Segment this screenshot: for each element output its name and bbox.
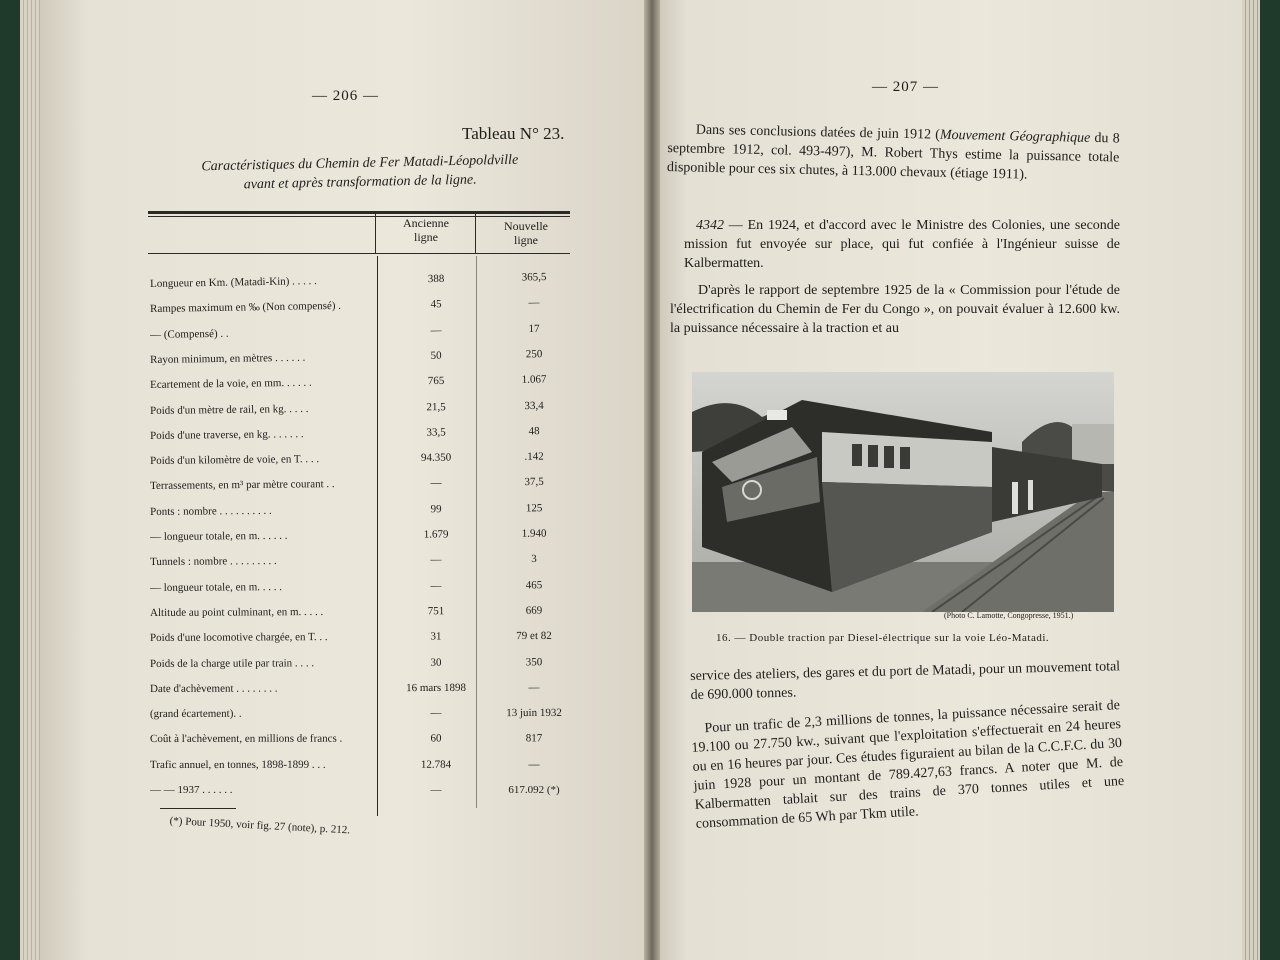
table-cell-new: 1.940 xyxy=(521,527,547,540)
table-cell-old: 31 xyxy=(430,630,442,643)
table-cell-old: 99 xyxy=(430,502,442,515)
table-divider-head-2 xyxy=(475,212,476,254)
table-cell-new: 125 xyxy=(525,501,543,515)
table-cell-old: — xyxy=(430,579,442,592)
table-cell-new: 250 xyxy=(525,348,543,361)
table-cell-new: 817 xyxy=(525,732,543,745)
photo-credit: (Photo C. Lamotte, Congopresse, 1951.) xyxy=(944,611,1074,620)
table-cell-new: — xyxy=(528,681,540,694)
table-row-label: — (Compensé) . . xyxy=(150,327,229,341)
table-row-label: Ecartement de la voie, en mm. . . . . . xyxy=(150,376,312,392)
table-row-label: Altitude au point culminant, en m. . . . . xyxy=(150,605,324,619)
table-cell-old: 765 xyxy=(427,375,445,388)
paragraph-4: service des ateliers, des gares et du port de Matadi, pour un mouvement total de 690.000 tonnes. xyxy=(690,659,1121,703)
table-cell-new: 17 xyxy=(528,322,540,335)
page-number-left: — 206 — xyxy=(312,88,379,104)
table-cell-new: — xyxy=(528,758,540,771)
table-cell-new: 48 xyxy=(528,425,540,438)
table-row-label: Rayon minimum, en mètres . . . . . . xyxy=(150,351,306,366)
table-cell-new: 33,4 xyxy=(524,399,544,412)
column-header-new-line1: Nouvelle xyxy=(504,219,548,233)
table-header-rule xyxy=(148,253,570,254)
table-row-label: Terrassements, en m³ par mètre courant . . xyxy=(150,478,335,493)
table-row xyxy=(150,733,570,750)
table-row xyxy=(150,758,570,774)
table-row xyxy=(150,630,570,648)
paragraph-1-end: du 8 septembre 1912, col. 493-497), M. Robert Thys estime la puissance totale disponible pour ces six chutes, à 113.000 chevaux (étiage 1911). xyxy=(666,130,1120,183)
table-cell-new: 79 et 82 xyxy=(516,630,552,643)
table-row-label: — longueur totale, en m. . . . . xyxy=(150,580,283,594)
table-cell-old: 30 xyxy=(430,656,442,669)
table-row-label: — longueur totale, en m. . . . . . xyxy=(150,529,288,543)
table-cell-new: .142 xyxy=(524,450,544,463)
table-divider-head-1 xyxy=(375,212,376,254)
table-cell-old: 21,5 xyxy=(426,400,446,413)
table-title-line2: avant et après transformation de la ligne. xyxy=(243,172,477,193)
train-photograph xyxy=(692,372,1114,612)
table-cell-old: 751 xyxy=(427,605,445,618)
table-row xyxy=(150,681,570,698)
table-label: Tableau N° 23. xyxy=(462,124,565,143)
table-cell-old: — xyxy=(430,554,442,567)
table-row-label: Poids d'une locomotive chargée, en T. . . xyxy=(150,631,328,645)
table-cell-new: 365,5 xyxy=(521,271,547,284)
table-cell-old: 12.784 xyxy=(420,758,452,771)
table-cell-old: — xyxy=(430,707,442,720)
paragraph-1 xyxy=(667,120,1120,186)
table-row xyxy=(150,604,570,623)
table-cell-new: 465 xyxy=(525,578,543,591)
table-cell-old: 1.679 xyxy=(423,528,449,541)
book-gutter xyxy=(644,0,660,960)
table-row-label: (grand écartement). . xyxy=(150,707,242,721)
table-cell-new: 1.067 xyxy=(521,373,547,386)
table-cell-old: 16 mars 1898 xyxy=(406,681,466,694)
page-edges-right xyxy=(1242,0,1260,960)
table-cell-old: 94.350 xyxy=(420,451,452,465)
paragraph-1-italic: Mouvement Géographique xyxy=(939,127,1091,146)
paragraph-1-start: Dans ses conclusions datées de juin 1912 ( xyxy=(695,122,941,143)
paragraph-2 xyxy=(684,216,1120,273)
footnote: (*) Pour 1950, voir fig. 27 (note), p. 212. xyxy=(169,815,351,837)
table-cell-new: 669 xyxy=(525,604,543,617)
column-header-new-line2: ligne xyxy=(514,233,538,247)
table-row-label: Trafic annuel, en tonnes, 1898-1899 . . . xyxy=(150,758,326,771)
table-cell-old: — xyxy=(430,784,442,796)
paragraph-5: Pour un trafic de 2,3 millions de tonnes, la puissance nécessaire serait de 19.100 ou 27.750 kw., suivant que l'exploitation s'effectuerait en 24 heures ou en 16 heures par jour. Ces études figuraient au bilan de la C.C.F.C. du 30 juin 1928 pour un montant de 789.427,63 francs. A noter que M. de Kalbermatten tablait sur des trains de 370 tonnes utiles et une consommation de 65 Wh par Tkm utile. xyxy=(691,697,1125,832)
table-cell-old: 388 xyxy=(427,272,445,286)
table-row-label: Ponts : nombre . . . . . . . . . . xyxy=(150,504,272,518)
table-row-label: Date d'achèvement . . . . . . . . xyxy=(150,682,278,695)
column-header-old-line2: ligne xyxy=(414,230,438,244)
table-cell-new: 37,5 xyxy=(524,476,544,489)
table-row-label: Longueur en Km. (Matadi-Kin) . . . . . xyxy=(150,275,317,290)
table-top-rule xyxy=(148,211,570,214)
table-row xyxy=(150,707,570,724)
table-cell-new: 350 xyxy=(525,655,543,668)
table-row-label: Coût à l'achèvement, en millions de francs . xyxy=(150,733,343,746)
table-row xyxy=(150,656,570,674)
table-row-label: Poids de la charge utile par train . . . . xyxy=(150,656,315,670)
footnote-rule xyxy=(160,808,236,809)
photo-caption: 16. — Double traction par Diesel-électrique sur la voie Léo-Matadi. xyxy=(716,632,1050,644)
column-header-old xyxy=(386,216,466,244)
table-row-label: Poids d'une traverse, en kg. . . . . . . xyxy=(150,427,304,442)
table-cell-old: — xyxy=(430,477,442,490)
table-cell-new: 3 xyxy=(531,553,537,566)
table-title-line1: Caractéristiques du Chemin de Fer Matadi-Léopoldville xyxy=(201,152,519,175)
table-cell-old: 60 xyxy=(430,732,442,745)
table-row-label: Poids d'un kilomètre de voie, en T. . . . xyxy=(150,453,320,468)
page-number-right: — 207 — xyxy=(872,79,939,95)
table-cell-old: 50 xyxy=(430,349,442,362)
table-row-label: — — 1937 . . . . . . xyxy=(150,784,233,796)
column-header-new xyxy=(486,219,566,247)
table-cell-old: 45 xyxy=(430,298,442,311)
train-photograph-image xyxy=(692,372,1114,612)
table-row xyxy=(150,579,570,598)
paragraph-2-number: 4342 xyxy=(696,218,724,233)
column-header-old-line1: Ancienne xyxy=(403,216,449,230)
table-cell-old: — xyxy=(430,324,442,337)
table-row-label: Rampes maximum en ‰ (Non compensé) . xyxy=(150,300,342,316)
table-cell-new: — xyxy=(528,296,540,310)
table-cell-new: 617.092 (*) xyxy=(508,784,560,796)
table-row-label: Poids d'un mètre de rail, en kg. . . . . xyxy=(150,402,309,417)
table-row-label: Tunnels : nombre . . . . . . . . . xyxy=(150,555,277,569)
table-row xyxy=(150,784,570,800)
paragraph-2-text: — En 1924, et d'accord avec le Ministre des Colonies, une seconde mission fut envoyée sur place, qui fut confiée à l'Ingénieur suisse de Kalbermatten. xyxy=(684,218,1120,271)
table-cell-old: 33,5 xyxy=(426,426,446,439)
table-top-rule-thin xyxy=(148,216,570,217)
paragraph-3: D'après le rapport de septembre 1925 de la « Commission pour l'étude de l'électrification du Chemin de Fer du Congo », on pouvait évaluer à 12.600 kw. la puissance nécessaire à la traction et au xyxy=(670,283,1120,336)
table-cell-new: 13 juin 1932 xyxy=(506,707,562,720)
